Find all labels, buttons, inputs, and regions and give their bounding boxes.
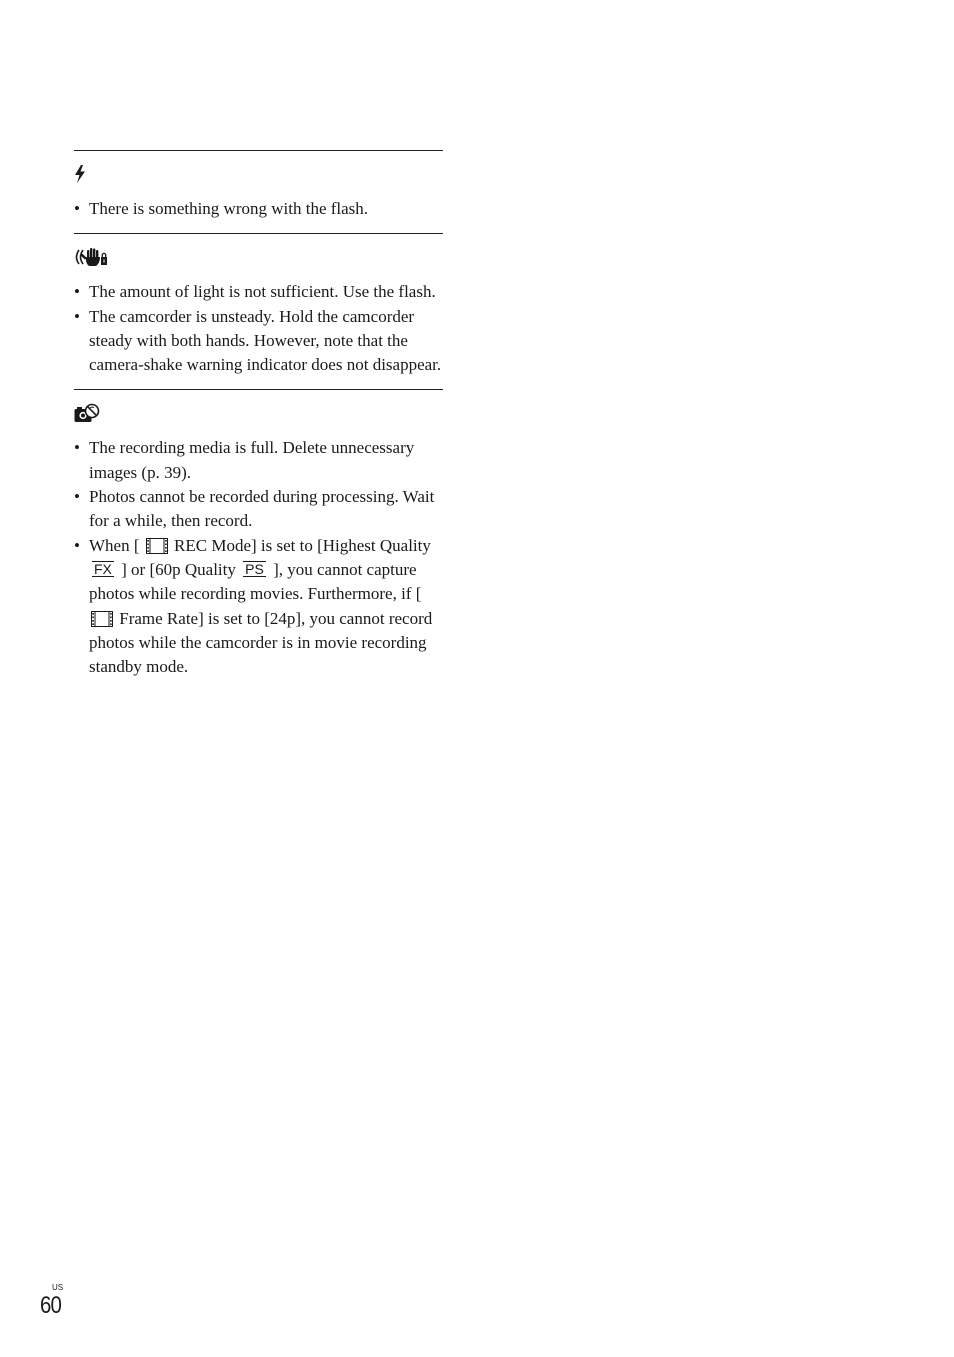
list-item xyxy=(74,534,443,680)
flash-warning-list xyxy=(74,197,443,221)
camera-shake-list xyxy=(74,280,443,377)
list-item: • There is something wrong with the flash. xyxy=(74,197,443,221)
warning-indicators-column xyxy=(74,150,443,691)
page-footer xyxy=(40,1283,65,1319)
page-region-label: US xyxy=(52,1283,64,1292)
photo-recording-list xyxy=(74,436,443,679)
text-segment: When [ xyxy=(89,535,140,555)
page-number: 60 xyxy=(40,1292,61,1319)
list-item: • The amount of light is not sufficient. Use the flash. xyxy=(74,280,443,304)
text-segment: ], you cannot capture photos while recording movies. Furthermore, if [ xyxy=(89,559,422,604)
movie-film-icon xyxy=(146,538,168,554)
text-segment: Frame Rate] is set to [24p], you cannot record photos while the camcorder is in movie recording standby mode. xyxy=(89,608,433,677)
camera-shake-section xyxy=(74,233,443,389)
flash-warning-icon xyxy=(74,163,443,185)
camera-shake-warning-icon xyxy=(74,246,443,268)
fx-quality-badge: FX xyxy=(94,560,112,577)
ps-quality-badge: PS xyxy=(245,560,264,577)
text-segment: REC Mode] is set to [Highest Quality xyxy=(174,535,431,555)
list-item: • The camcorder is unsteady. Hold the camcorder steady with both hands. However, note that the camera-shake warning indicator does not disappear. xyxy=(74,305,443,378)
photo-recording-section xyxy=(74,389,443,691)
movie-film-icon xyxy=(91,611,113,627)
text-segment: ] or [60p Quality xyxy=(121,559,236,579)
flash-warning-section xyxy=(74,150,443,233)
list-item: • The recording media is full. Delete unnecessary images (p. 39). xyxy=(74,436,443,485)
list-item: • Photos cannot be recorded during processing. Wait for a while, then record. xyxy=(74,485,443,534)
photo-recording-disabled-icon xyxy=(74,402,443,424)
